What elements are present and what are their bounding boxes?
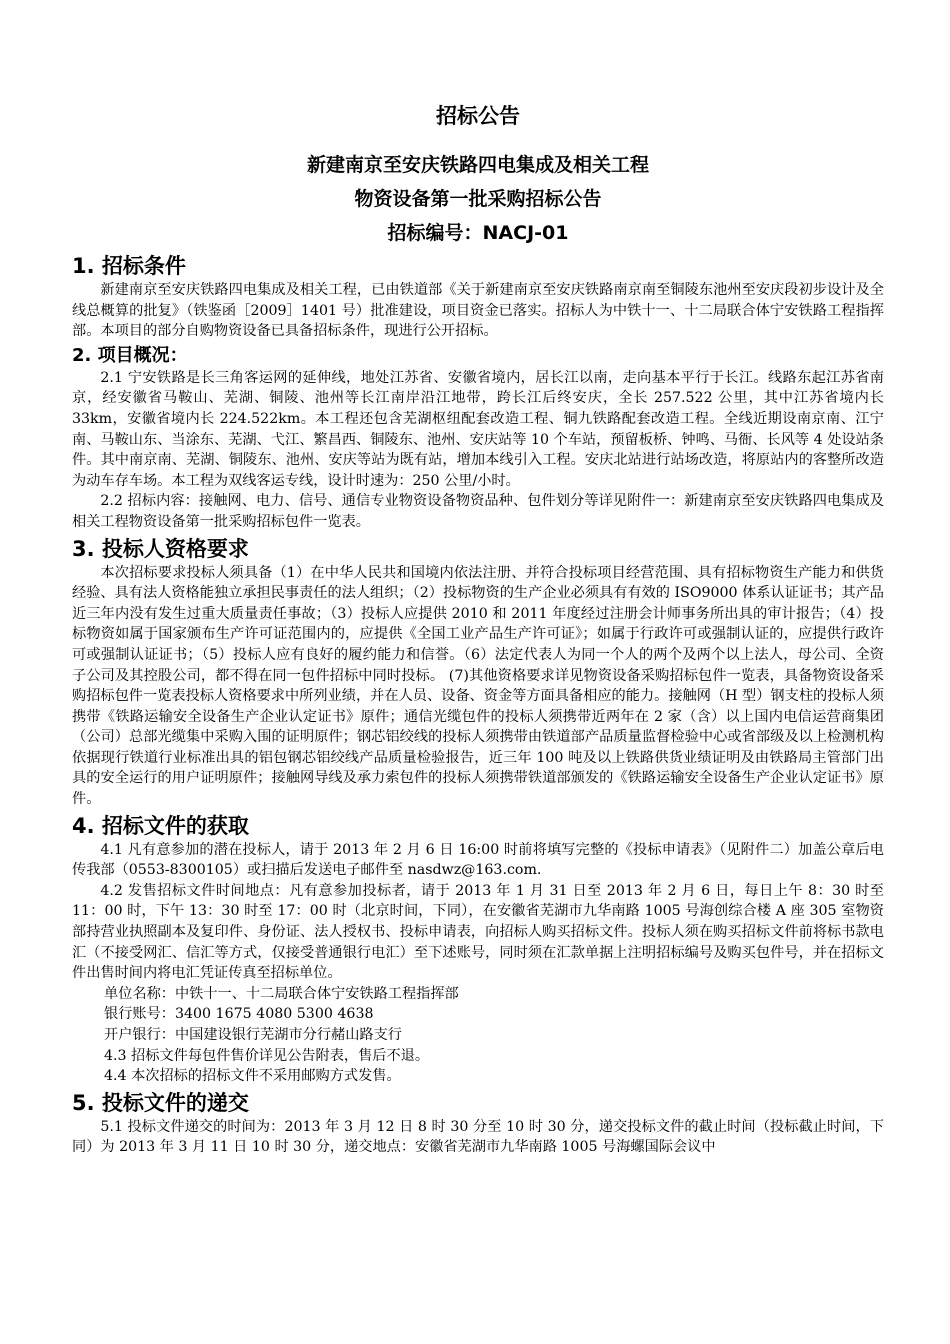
bid-number: 招标编号：NACJ-01 [387,222,569,244]
section-heading: 4. 招标文件的获取 [72,813,249,838]
project-title: 新建南京至安庆铁路四电集成及相关工程 [306,154,649,176]
section-submit-documents [72,1089,884,1158]
section-heading: 5. 投标文件的递交 [72,1090,249,1115]
paragraph: 4.2 发售招标文件时间地点：凡有意参加投标者，请于 2013 年 1 月 31 日至 2013 年 2 月 6 日，每日上午 8：30 时至 11：00 时，下午 13：30 时至 17：00 时（北京时间，下同），在安徽省芜湖市九华南路 1005 号海创综合楼 A 座 305 室物资部持营业执照副本及复印件、身份证、法人授权书、投标申请表，向招标人购买招标文件。投标人须在购买招标文件前将标书款电汇（不接受网汇、信汇等方式，仅接受普通银行电汇）至下述账号，同时须在汇款单据上注明招标编号及购买包件号，并在招标文件出售时间内将电汇凭证传真至招标单位。 [72,882,884,982]
notice-title: 物资设备第一批采购招标公告 [354,188,602,210]
bank-name: 开户银行：中国建设银行芜湖市分行赭山路支行 [104,1027,402,1043]
paragraph: 本次招标要求投标人须具备（1）在中华人民共和国境内依法注册、并符合投标项目经营范围、具有招标物资生产能力和供货经验、具有法人资格能独立承担民事责任的法人组织；（2）投标物资的生产企业必须具有有效的 ISO9000 体系认证证书；其产品近三年内没有发生过重大质量责任事故；（3）投标人应提供 2010 和 2011 年度经过注册会计师事务所出具的审计报告；（4）投标物资如属于国家颁布生产许可证范围内的，应提供《全国工业产品生产许可证》；如属于行政许可或强制认证的，应提供行政许可或强制认证证书；（5）投标人应有良好的履约能力和信誉。（6）法定代表人为同一个人的两个及两个以上法人，母公司、全资子公司及其控股公司，都不得在同一包件招标中同时投标。 (7)其他资格要求详见物资设备采购招标包件一览表，具备物资设备采购招标包件一览表投标人资格要求中所列业绩，并在人员、设备、资金等方面具备相应的能力。接触网（H 型）钢支柱的投标人须携带《铁路运输安全设备生产企业认定证书》原件；通信光缆包件的投标人须携带近两年在 2 家（含）以上国内电信运营商集团（公司）总部光缆集中采购入围的证明原件；钢芯铝绞线的投标人须携带由铁道部产品质量监督检验中心或省部级及以上检测机构依据现行铁道行业标准出具的铝包钢芯铝绞线产品质量检验报告，近三年 100 吨及以上铁路供货业绩证明及由铁路局主管部门出具的安全运行的用户证明原件；接触网导线及承力索包件的投标人须携带铁道部颁发的《铁路运输安全设备生产企业认定证书》原件。 [72,564,884,808]
bank-account: 银行账号：3400 1675 4080 5300 4638 [104,1006,374,1023]
paragraph: 2.2 招标内容：接触网、电力、信号、通信专业物资设备物资品种、包件划分等详见附件一：新建南京至安庆铁路四电集成及相关工程物资设备第一批采购招标包件一览表。 [72,493,884,530]
section-project-overview [72,344,884,533]
paragraph: 5.1 投标文件递交的时间为：2013 年 3 月 12 日 8 时 30 分至 10 时 30 分，递交投标文件的截止时间（投标截止时间，下同）为 2013 年 3 月 11 日 10 时 30 分，递交地点：安徽省芜湖市九华南路 1005 号海螺国际会议中 [72,1118,884,1156]
section-bid-conditions [72,252,884,342]
paragraph: 新建南京至安庆铁路四电集成及相关工程，已由铁道部《关于新建南京至安庆铁路南京南至铜陵东池州至安庆段初步设计及全线总概算的批复》（铁鉴函［2009］1401 号）批准建设，项目资金已落实。招标人为中铁十一、十二局联合体宁安铁路工程指挥部。本项目的部分自购物资设备已具备招标条件，现进行公开招标。 [72,282,884,340]
section-heading: 3. 投标人资格要求 [72,536,249,561]
paragraph: 4.1 凡有意参加的潜在投标人，请于 2013 年 2 月 6 日 16:00 时前将填写完整的《投标申请表》（见附件二）加盖公章后电传我部（0553-8300105）或扫描后发送电子邮件至 nasdwz@163.com. [72,841,884,879]
unit-name: 单位名称：中铁十一、十二局联合体宁安铁路工程指挥部 [104,985,459,1002]
paragraph: 4.3 招标文件每包件售价详见公告附表，售后不退。 [104,1047,430,1064]
section-bidder-qualifications [72,535,884,810]
section-heading: 2. 项目概况： [72,344,188,366]
paragraph: 4.4 本次招标的招标文件不采用邮购方式发售。 [104,1068,401,1085]
page-title: 招标公告 [436,104,520,128]
section-obtain-documents [72,812,884,1087]
section-heading: 1. 招标条件 [72,254,186,278]
paragraph: 2.1 宁安铁路是长三角客运网的延伸线，地处江苏省、安徽省境内，居长江以南，走向基本平行于长江。线路东起江苏省南京，经安徽省马鞍山、芜湖、铜陵、池州等长江南岸沿江地带，跨长江后终安庆，全长 257.522 公里，其中江苏省境内长 33km，安徽省境内长 224.522km。本工程还包含芜湖枢纽配套改造工程、铜九铁路配套改造工程。全线近期设南京南、江宁南、马鞍山东、当涂东、芜湖、弋江、繁昌西、铜陵东、池州、安庆站等 10 个车站，预留板桥、钟鸣、马衙、长风等 4 处设站条件。其中南京南、芜湖、铜陵东、池州、安庆等站为既有站，增加本线引入工程。安庆北站进行站场改造，将原站内的客整所改造为动车存车场。本工程为双线客运专线，设计时速为：250 公里/小时。 [72,369,884,489]
